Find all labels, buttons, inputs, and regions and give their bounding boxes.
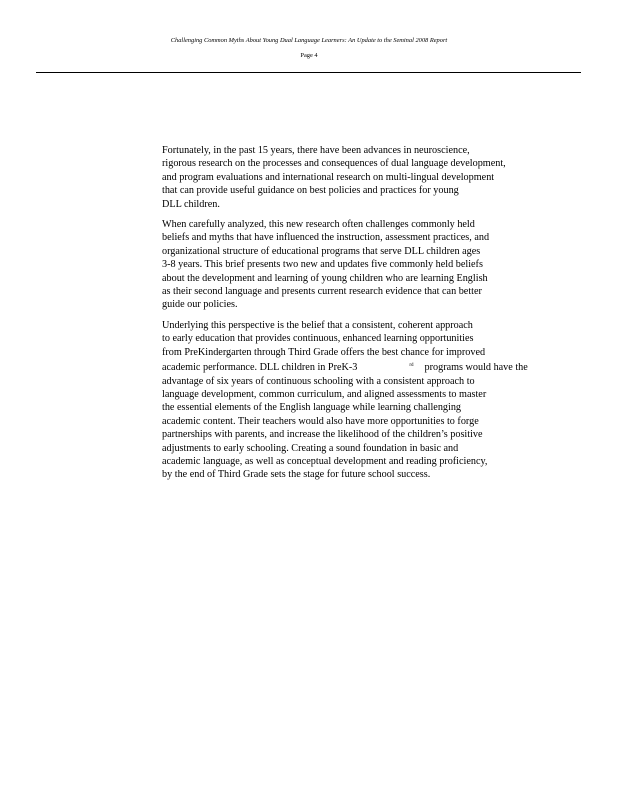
text-line: partnerships with parents, and increase the likelihood of the children’s positive (162, 429, 483, 441)
text-line: Underlying this perspective is the belief that a consistent, coherent approach (162, 319, 473, 331)
page-number: Page 4 (300, 52, 318, 59)
programs-text: programs would have the (424, 362, 528, 374)
text-line: 3-8 years. This brief presents two new and updates five commonly held beliefs (162, 259, 483, 271)
paragraph-advances (162, 144, 542, 211)
text-line: the essential elements of the English language while learning challenging (162, 402, 462, 414)
text-line: DLL children. (162, 198, 220, 210)
text-line: from PreKindergarten through Third Grade offers the best chance for improved (162, 346, 486, 358)
text-line: beliefs and myths that have influenced the instruction, assessment practices, and (162, 232, 490, 244)
text-line: Fortunately, in the past 15 years, there have been advances in neuroscience, (162, 145, 470, 156)
paragraph-underlying-perspective (162, 319, 542, 482)
paragraph-research-challenges (162, 218, 542, 312)
text-line: advantage of six years of continuous schooling with a consistent approach to (162, 375, 475, 387)
text-line: that can provide useful guidance on best policies and practices for young (162, 185, 459, 197)
header-divider (36, 72, 581, 73)
prek3-text: academic performance. DLL children in PreK-3 (162, 362, 358, 374)
text-line: as their second language and presents current research evidence that can better (162, 286, 482, 298)
text-line: academic content. Their teachers would also have more opportunities to forge (162, 415, 479, 427)
text-line: rigorous research on the processes and consequences of dual language development, (162, 158, 506, 170)
text-line-prek3 (162, 359, 542, 374)
ordinal-superscript: rd (409, 363, 414, 369)
text-line: to early education that provides continuous, enhanced learning opportunities (162, 333, 474, 345)
text-line: academic language, as well as conceptual development and reading proficiency, (162, 455, 488, 467)
text-line: about the development and learning of young children who are learning English (162, 272, 488, 284)
text-line: organizational structure of educational programs that serve DLL children ages (162, 245, 481, 257)
text-line: When carefully analyzed, this new research often challenges commonly held (162, 219, 475, 231)
text-line: by the end of Third Grade sets the stage for future school success. (162, 469, 431, 481)
text-line: and program evaluations and international research on multi-lingual development (162, 171, 495, 183)
text-line: adjustments to early schooling. Creating a sound foundation in basic and (162, 442, 459, 454)
running-header-title: Challenging Common Myths About Young Dual Language Learners: An Update to the Seminal 2008 Report (170, 37, 448, 44)
text-line: guide our policies. (162, 299, 238, 311)
text-line: language development, common curriculum, and aligned assessments to master (162, 388, 487, 400)
document-body (162, 144, 542, 489)
